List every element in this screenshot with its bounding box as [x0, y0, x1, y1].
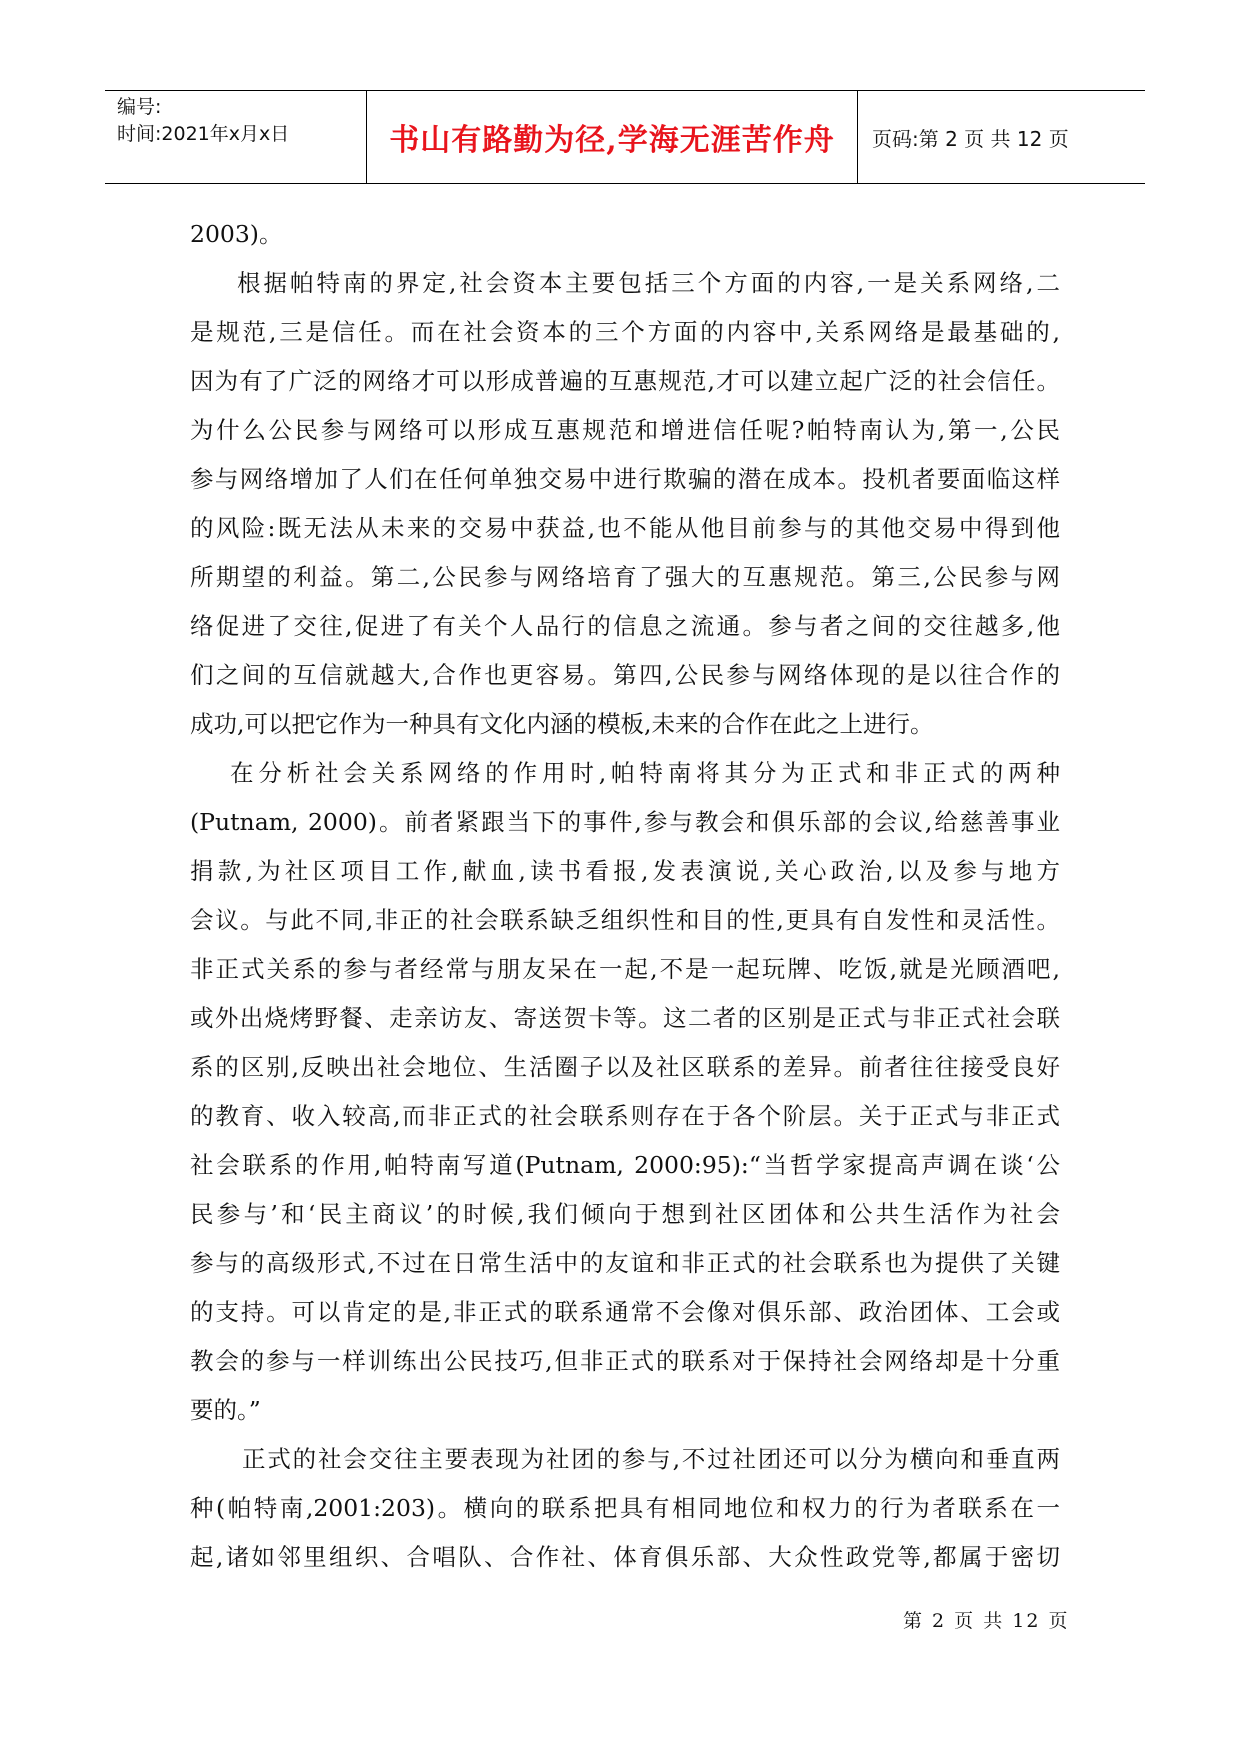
text-line: 系的区别,反映出社会地位、生活圈子以及社区联系的差异。前者往往接受良好: [190, 1053, 1060, 1081]
text-line: 民参与’和‘民主商议’的时候,我们倾向于想到社区团体和公共生活作为社会: [190, 1200, 1060, 1228]
text-line: 正式的社会交往主要表现为社团的参与,不过社团还可以分为横向和垂直两: [242, 1445, 1060, 1473]
text-line: 因为有了广泛的网络才可以形成普遍的互惠规范,才可以建立起广泛的社会信任。: [190, 367, 1060, 395]
text-line: 2003)。: [190, 220, 283, 248]
document-number-label: 编号:: [117, 96, 162, 118]
text-line: 参与网络增加了人们在任何单独交易中进行欺骗的潜在成本。投机者要面临这样: [190, 465, 1060, 493]
page-header: [105, 90, 1145, 184]
text-line: 或外出烧烤野餐、走亲访友、寄送贺卡等。这二者的区别是正式与非正式社会联: [190, 1004, 1060, 1032]
header-page-info: 页码:第 2 页 共 12 页: [872, 126, 1069, 151]
text-line: 根据帕特南的界定,社会资本主要包括三个方面的内容,一是关系网络,二: [237, 269, 1060, 297]
text-line: 在分析社会关系网络的作用时,帕特南将其分为正式和非正式的两种: [230, 759, 1060, 787]
text-line: 的支持。可以肯定的是,非正式的联系通常不会像对俱乐部、政治团体、工会或: [190, 1298, 1060, 1326]
text-line: 会议。与此不同,非正的社会联系缺乏组织性和目的性,更具有自发性和灵活性。: [190, 906, 1060, 934]
text-line: 社会联系的作用,帕特南写道(Putnam, 2000:95):“当哲学家提高声调在谈‘公: [190, 1151, 1060, 1179]
document-time-label: 时间:2021年x月x日: [117, 123, 290, 145]
header-meta: [105, 91, 367, 183]
text-line: (Putnam, 2000)。前者紧跟当下的事件,参与教会和俱乐部的会议,给慈善事业: [190, 808, 1060, 836]
text-line: 种(帕特南,2001:203)。横向的联系把具有相同地位和权力的行为者联系在一: [190, 1494, 1060, 1522]
text-line: 络促进了交往,促进了有关个人品行的信息之流通。参与者之间的交往越多,他: [190, 612, 1060, 640]
text-line: 参与的高级形式,不过在日常生活中的友谊和非正式的社会联系也为提供了关键: [190, 1249, 1060, 1277]
text-line: 起,诸如邻里组织、合唱队、合作社、体育俱乐部、大众性政党等,都属于密切: [190, 1543, 1060, 1571]
text-line: 为什么公民参与网络可以形成互惠规范和增进信任呢?帕特南认为,第一,公民: [190, 416, 1060, 444]
text-line: 的教育、收入较高,而非正式的社会联系则存在于各个阶层。关于正式与非正式: [190, 1102, 1060, 1130]
page-footer: 第 2 页 共 12 页: [903, 1610, 1070, 1632]
header-motto: 书山有路勤为径,学海无涯苦作舟: [367, 91, 858, 183]
text-line: 要的。”: [190, 1396, 261, 1424]
text-line: 教会的参与一样训练出公民技巧,但非正式的联系对于保持社会网络却是十分重: [190, 1347, 1060, 1375]
text-line: 成功,可以把它作为一种具有文化内涵的模板,未来的合作在此之上进行。: [190, 710, 934, 738]
document-body: [190, 210, 1060, 1582]
text-line: 的风险:既无法从未来的交易中获益,也不能从他目前参与的其他交易中得到他: [190, 514, 1060, 542]
text-line: 们之间的互信就越大,合作也更容易。第四,公民参与网络体现的是以往合作的: [190, 661, 1060, 689]
text-line: 捐款,为社区项目工作,献血,读书看报,发表演说,关心政治,以及参与地方: [190, 857, 1060, 885]
text-line: 是规范,三是信任。而在社会资本的三个方面的内容中,关系网络是最基础的,: [190, 318, 1060, 346]
text-line: 非正式关系的参与者经常与朋友呆在一起,不是一起玩牌、吃饭,就是光顾酒吧,: [190, 955, 1060, 983]
text-line: 所期望的利益。第二,公民参与网络培育了强大的互惠规范。第三,公民参与网: [190, 563, 1060, 591]
